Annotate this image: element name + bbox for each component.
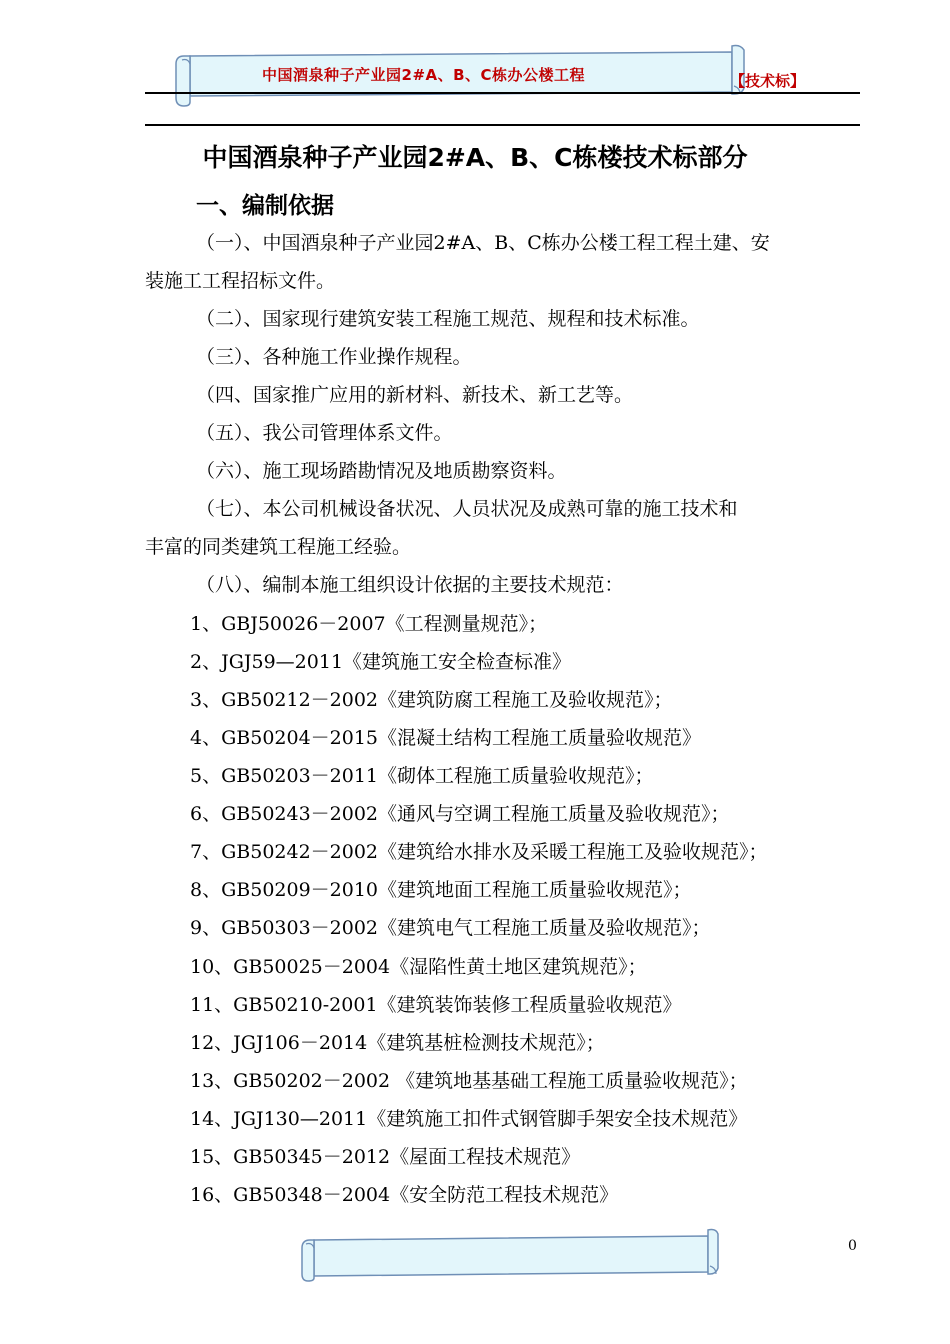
standard-item: 5、GB50203－2011《砌体工程施工质量验收规范》； (190, 765, 654, 787)
paragraph: （二）、国家现行建筑安装工程施工规范、规程和技术标准。 (196, 308, 700, 330)
standard-item: 12、JGJ106－2014《建筑基桩检测技术规范》； (190, 1032, 605, 1054)
standard-item: 1、GBJ50026－2007《工程测量规范》； (190, 613, 548, 635)
paragraph: （一）、中国酒泉种子产业园2#A、B、C栋办公楼工程工程土建、安 (196, 232, 770, 254)
header-title: 中国酒泉种子产业园2#A、B、C栋办公楼工程 (262, 66, 586, 84)
header-rule-top (145, 92, 860, 94)
page-number: 0 (848, 1238, 857, 1254)
document-title: 中国酒泉种子产业园2#A、B、C栋楼技术标部分 (202, 143, 748, 172)
section-heading: 一、编制依据 (196, 193, 334, 219)
paragraph: 丰富的同类建筑工程施工经验。 (145, 536, 412, 558)
paragraph: （六）、施工现场踏勘情况及地质勘察资料。 (196, 460, 567, 482)
standard-item: 4、GB50204－2015《混凝土结构工程施工质量验收规范》 (190, 727, 702, 749)
paragraph: （七）、本公司机械设备状况、人员状况及成熟可靠的施工技术和 (196, 498, 738, 520)
paragraph: （五）、我公司管理体系文件。 (196, 422, 453, 444)
header-tag: 【技术标】 (730, 72, 806, 90)
footer-scroll-banner (298, 1226, 722, 1282)
standard-item: 2、JGJ59—2011《建筑施工安全检查标准》 (190, 651, 572, 673)
standard-item: 11、GB50210-2001《建筑装饰装修工程质量验收规范》 (190, 994, 682, 1016)
standard-item: 8、GB50209－2010《建筑地面工程施工质量验收规范》； (190, 879, 692, 901)
paragraph: （三）、各种施工作业操作规程。 (196, 346, 472, 368)
standard-item: 10、GB50025－2004《湿陷性黄土地区建筑规范》； (190, 956, 647, 978)
standard-item: 16、GB50348－2004《安全防范工程技术规范》 (190, 1184, 619, 1206)
paragraph: （八）、编制本施工组织设计依据的主要技术规范： (196, 574, 624, 596)
standard-item: 9、GB50303－2002《建筑电气工程施工质量及验收规范》； (190, 917, 711, 939)
standard-item: 13、GB50202－2002 《建筑地基基础工程施工质量验收规范》； (190, 1070, 748, 1092)
header-rule-bottom (145, 124, 860, 126)
standard-item: 6、GB50243－2002《通风与空调工程施工质量及验收规范》； (190, 803, 730, 825)
standard-item: 3、GB50212－2002《建筑防腐工程施工及验收规范》； (190, 689, 673, 711)
standard-item: 15、GB50345－2012《屋面工程技术规范》 (190, 1146, 581, 1168)
standard-item: 7、GB50242－2002《建筑给水排水及采暖工程施工及验收规范》； (190, 841, 768, 863)
paragraph: 装施工工程招标文件。 (145, 270, 336, 292)
standard-item: 14、JGJ130—2011《建筑施工扣件式钢管脚手架安全技术规范》 (190, 1108, 748, 1130)
paragraph: （四、国家推广应用的新材料、新技术、新工艺等。 (196, 384, 634, 406)
